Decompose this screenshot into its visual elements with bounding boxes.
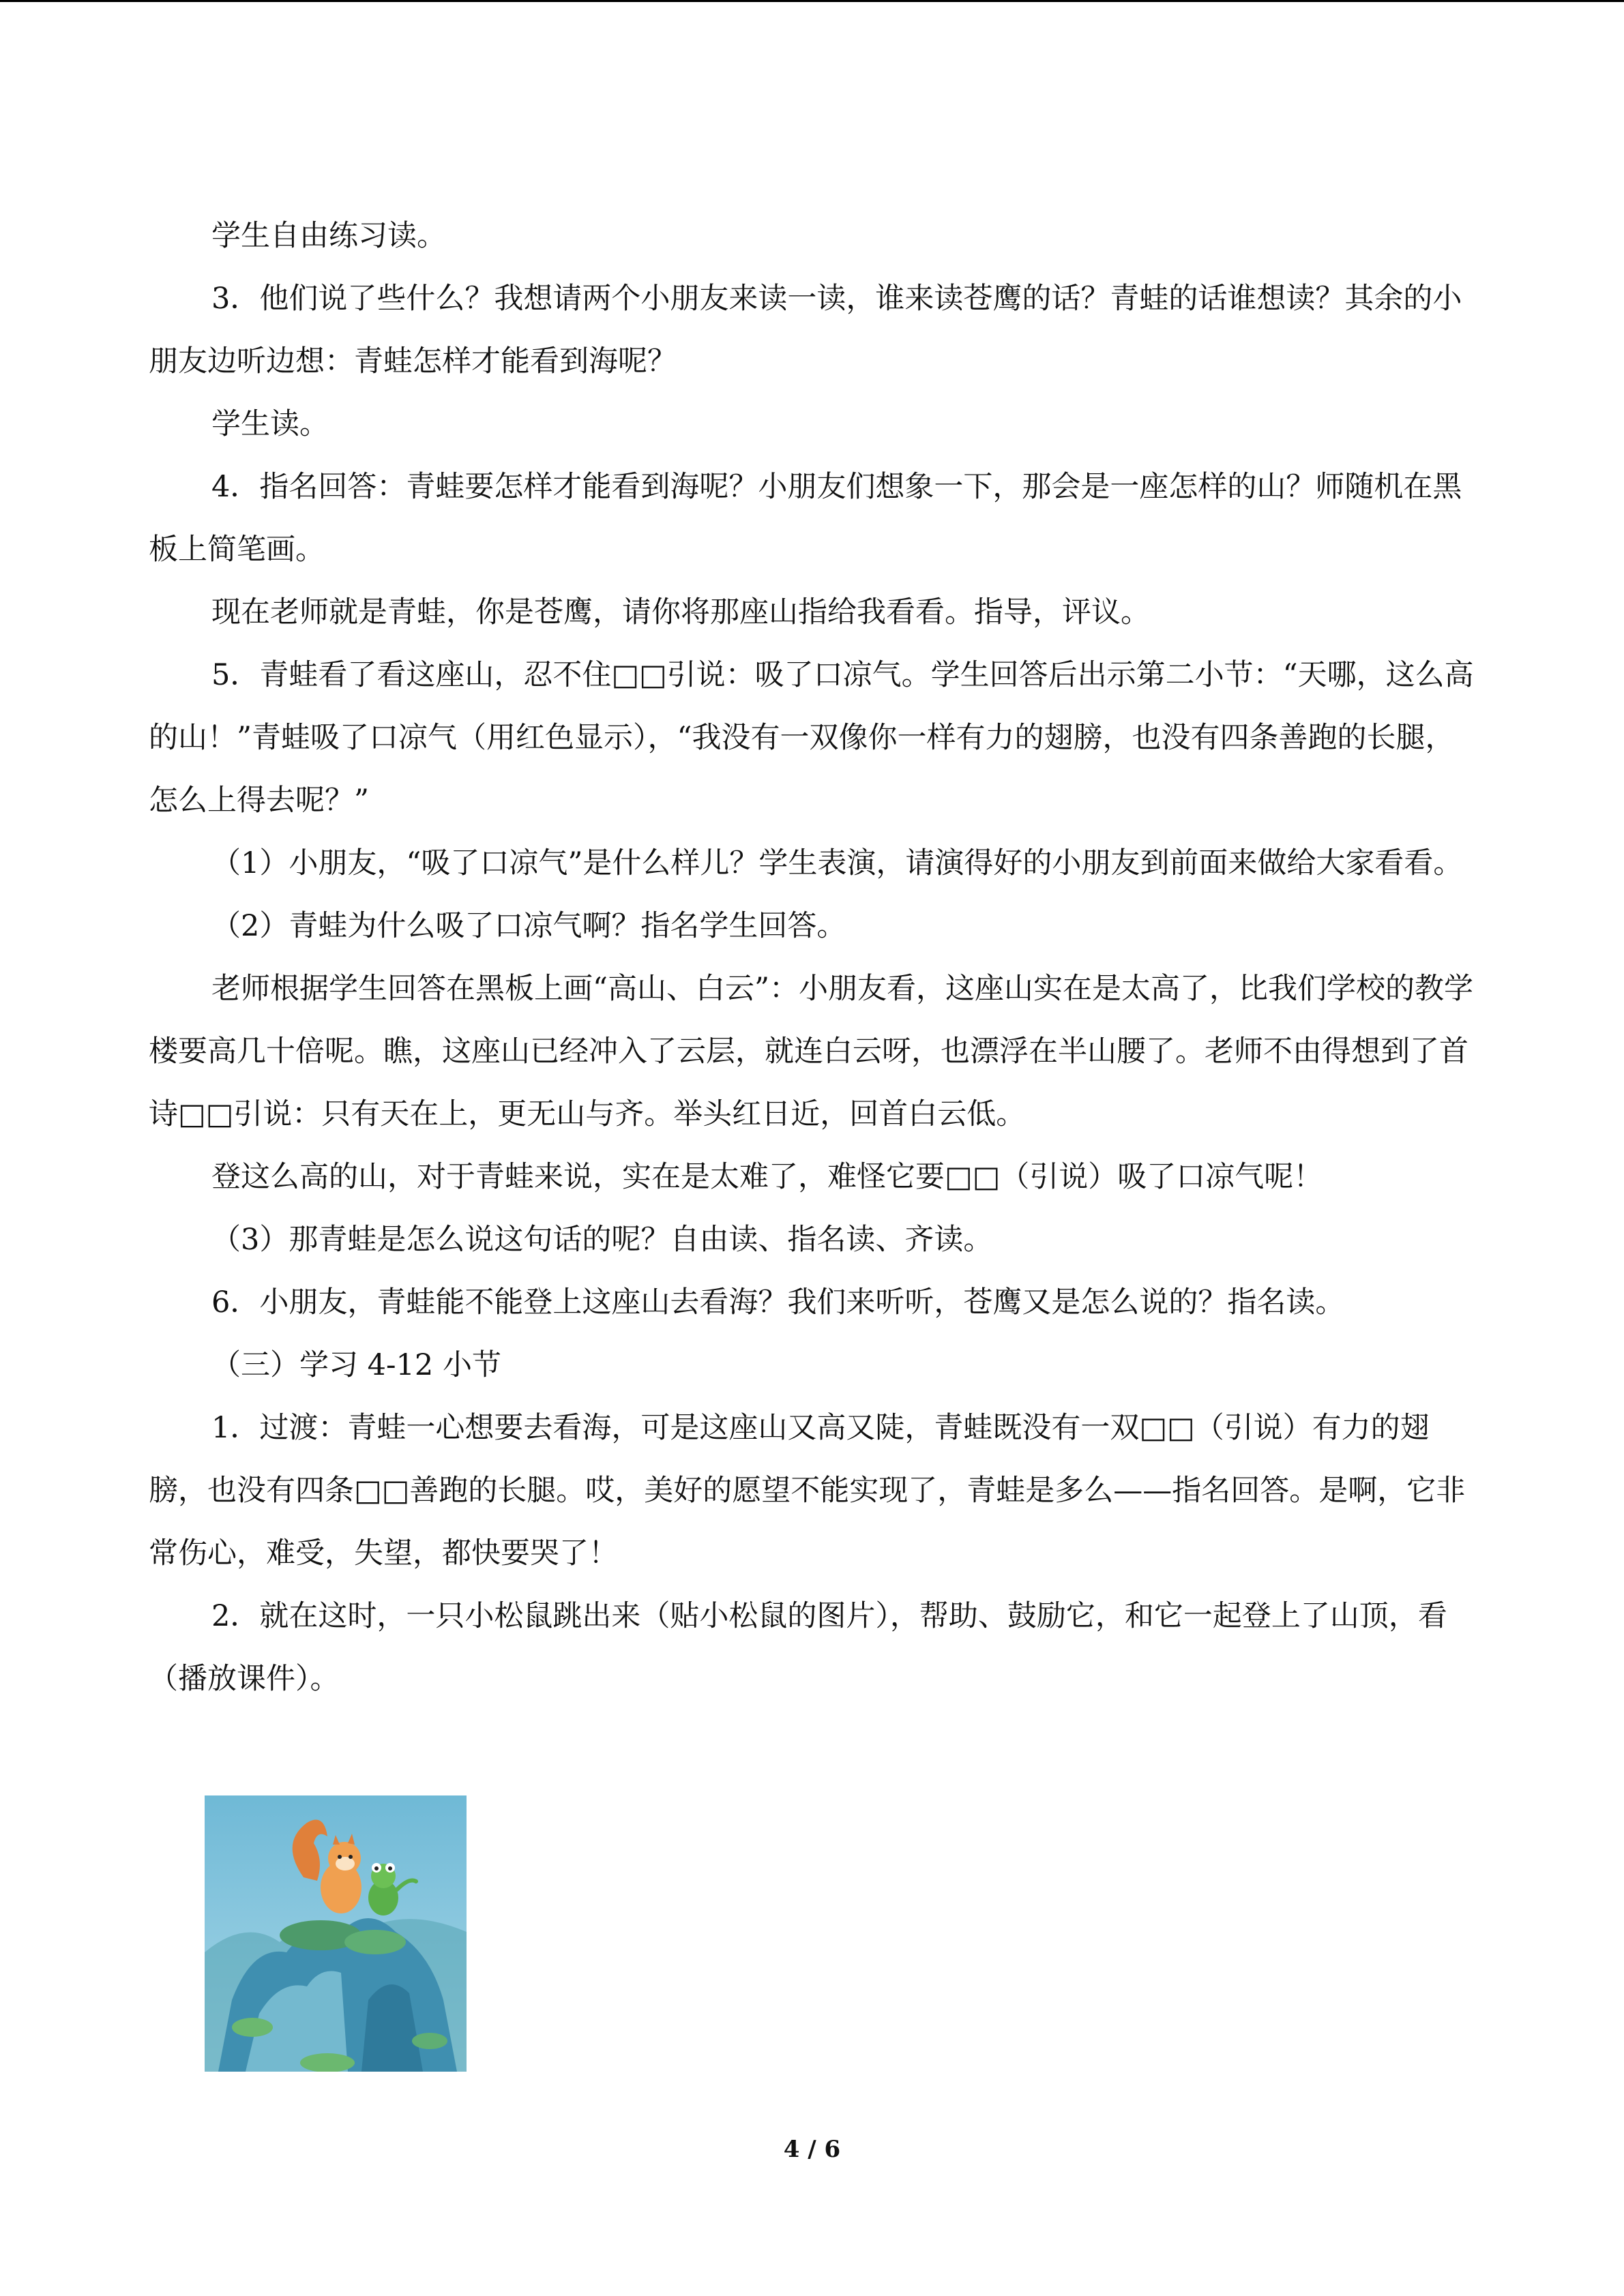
section-heading: （三）学习 4-12 小节 bbox=[211, 1348, 501, 1382]
paragraph: 现在老师就是青蛙，你是苍鹰，请你将那座山指给我看看。指导，评议。 bbox=[211, 595, 1150, 629]
paragraph: 4．指名回答：青蛙要怎样才能看到海呢？小朋友们想象一下，那会是一座怎样的山？师随机在黑板上简笔画。 bbox=[149, 470, 1462, 567]
paragraph: 学生自由练习读。 bbox=[211, 219, 446, 253]
paragraph: 5．青蛙看了看这座山，忍不住□□引说：吸了口凉气。学生回答后出示第二小节：“天哪，这么高的山！”青蛙吸了口凉气（用红色显示），“我没有一双像你一样有力的翅膀，也没有四条善跑的长腿，怎么上得去呢？” bbox=[149, 658, 1474, 818]
paragraph: 老师根据学生回答在黑板上画“高山、白云”：小朋友看，这座山实在是太高了，比我们学校的教学楼要高几十倍呢。瞧，这座山已经冲入了云层，就连白云呀，也漂浮在半山腰了。老师不由得想到了首诗□□引说：只有天在上，更无山与齐。举头红日近，回首白云低。 bbox=[149, 972, 1473, 1131]
page-number: 4 / 6 bbox=[783, 2136, 841, 2163]
paragraph: 学生读。 bbox=[211, 407, 329, 441]
illustration-squirrel-frog-on-mountain bbox=[205, 1795, 467, 2072]
paragraph: 1．过渡：青蛙一心想要去看海，可是这座山又高又陡，青蛙既没有一双□□（引说）有力的翅膀，也没有四条□□善跑的长腿。哎，美好的愿望不能实现了，青蛙是多么——指名回答。是啊，它非常伤心，难受，失望，都快要哭了！ bbox=[149, 1411, 1466, 1570]
document-body bbox=[149, 205, 1479, 1710]
paragraph: （2）青蛙为什么吸了口凉气啊？指名学生回答。 bbox=[211, 909, 846, 943]
illustration-image bbox=[205, 1795, 467, 2072]
paragraph: （1）小朋友，“吸了口凉气”是什么样儿？学生表演，请演得好的小朋友到前面来做给大家看看。 bbox=[211, 846, 1463, 880]
page-top-border bbox=[0, 0, 1624, 2]
paragraph: 登这么高的山，对于青蛙来说，实在是太难了，难怪它要□□（引说）吸了口凉气呢！ bbox=[211, 1160, 1323, 1194]
paragraph: 3．他们说了些什么？我想请两个小朋友来读一读，谁来读苍鹰的话？青蛙的话谁想读？其余的小朋友边听边想：青蛙怎样才能看到海呢？ bbox=[149, 282, 1462, 378]
paragraph: 6．小朋友，青蛙能不能登上这座山去看海？我们来听听，苍鹰又是怎么说的？指名读。 bbox=[211, 1285, 1345, 1320]
paragraph: （3）那青蛙是怎么说这句话的呢？自由读、指名读、齐读。 bbox=[211, 1223, 993, 1257]
paragraph: 2．就在这时，一只小松鼠跳出来（贴小松鼠的图片），帮助、鼓励它，和它一起登上了山顶，看（播放课件）。 bbox=[149, 1599, 1447, 1696]
